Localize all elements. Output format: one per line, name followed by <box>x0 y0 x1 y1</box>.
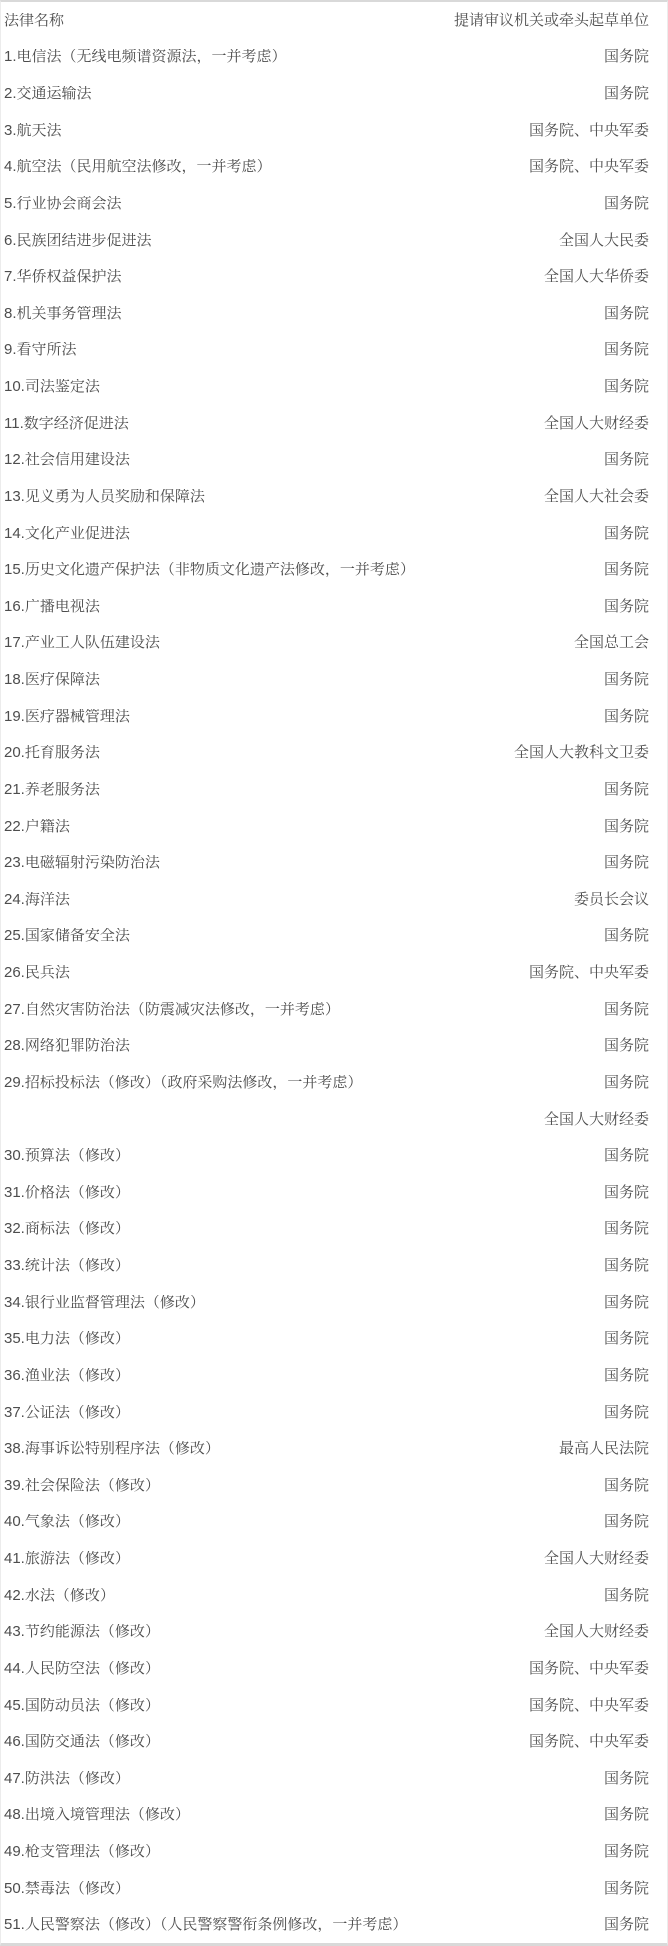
law-name: 28.网络犯罪防治法 <box>4 1038 130 1054</box>
table-row <box>1 918 667 955</box>
table-row <box>1 991 667 1028</box>
table-row <box>1 222 667 259</box>
agency-name: 全国人大民委 <box>558 231 649 249</box>
table-row <box>1 551 667 588</box>
table-row <box>1 149 667 186</box>
agency-name: 国务院 <box>603 48 649 66</box>
table-row <box>1 368 667 405</box>
law-name: 41.旅游法（修改） <box>4 1551 130 1567</box>
table-row <box>1 1321 667 1358</box>
law-name: 49.枪支管理法（修改） <box>4 1844 160 1860</box>
table-row <box>1 1650 667 1687</box>
agency-name: 国务院、中央军委 <box>528 1696 649 1714</box>
agency-name: 国务院 <box>603 1476 649 1494</box>
law-name: 26.民兵法 <box>4 965 70 981</box>
agency-name: 国务院 <box>603 927 649 945</box>
agency-name: 国务院 <box>603 1513 649 1531</box>
table-row <box>1 185 667 222</box>
table-row <box>1 1723 667 1760</box>
law-name: 2.交通运输法 <box>4 86 92 102</box>
table-row <box>1 478 667 515</box>
law-name: 20.托育服务法 <box>4 745 100 761</box>
table-row <box>1 1577 667 1614</box>
table-row <box>1 1907 667 1944</box>
law-name: 13.见义勇为人员奖励和保障法 <box>4 488 205 504</box>
table-row <box>1 808 667 845</box>
table-row <box>1 75 667 112</box>
agency-name: 国务院、中央军委 <box>528 1733 649 1751</box>
agency-name: 全国人大财经委 <box>543 1110 649 1128</box>
table-row <box>1 1137 667 1174</box>
agency-name: 国务院 <box>603 1586 649 1604</box>
law-name: 23.电磁辐射污染防治法 <box>4 855 160 871</box>
law-name: 25.国家储备安全法 <box>4 928 130 944</box>
table-row <box>1 588 667 625</box>
table-row <box>1 1797 667 1834</box>
agency-name: 国务院、中央军委 <box>528 1659 649 1677</box>
agency-name: 国务院 <box>603 524 649 542</box>
agency-name: 国务院 <box>603 1403 649 1421</box>
agency-name: 国务院 <box>603 1366 649 1384</box>
agency-name: 国务院 <box>603 1916 649 1934</box>
law-name: 7.华侨权益保护法 <box>4 269 122 285</box>
agency-name: 国务院、中央军委 <box>528 158 649 176</box>
law-name: 37.公证法（修改） <box>4 1404 130 1420</box>
table-row <box>1 39 667 76</box>
table-row <box>1 1430 667 1467</box>
agency-name: 国务院 <box>603 597 649 615</box>
agency-name: 国务院 <box>603 671 649 689</box>
table-row <box>1 698 667 735</box>
table-row <box>1 954 667 991</box>
table-row <box>1 1614 667 1651</box>
table-row <box>1 1174 667 1211</box>
agency-name: 全国人大财经委 <box>543 1550 649 1568</box>
agency-name: 全国人大教科文卫委 <box>513 744 649 762</box>
table-row <box>1 1211 667 1248</box>
law-name: 22.户籍法 <box>4 818 70 834</box>
table-row <box>1 515 667 552</box>
law-name: 19.医疗器械管理法 <box>4 708 130 724</box>
law-name: 39.社会保险法（修改） <box>4 1477 160 1493</box>
agency-name: 国务院 <box>603 561 649 579</box>
agency-name: 国务院 <box>603 1073 649 1091</box>
law-name: 48.出境入境管理法（修改） <box>4 1807 190 1823</box>
table-row <box>1 1870 667 1907</box>
law-name: 33.统计法（修改） <box>4 1258 130 1274</box>
law-name: 16.广播电视法 <box>4 598 100 614</box>
law-name: 18.医疗保障法 <box>4 672 100 688</box>
table-row <box>1 1028 667 1065</box>
agency-name: 国务院 <box>603 85 649 103</box>
column-header-agency: 提请审议机关或牵头起草单位 <box>453 11 649 29</box>
table-row <box>1 661 667 698</box>
table-row <box>1 1357 667 1394</box>
table-row <box>1 405 667 442</box>
law-name: 32.商标法（修改） <box>4 1221 130 1237</box>
column-header-law-name: 法律名称 <box>4 12 65 28</box>
agency-name: 全国人大社会委 <box>543 487 649 505</box>
law-name: 6.民族团结进步促进法 <box>4 232 152 248</box>
law-name: 21.养老服务法 <box>4 781 100 797</box>
agency-name: 国务院 <box>603 780 649 798</box>
agency-name: 国务院 <box>603 1769 649 1787</box>
agency-name: 最高人民法院 <box>558 1440 649 1458</box>
law-name: 31.价格法（修改） <box>4 1184 130 1200</box>
law-name: 14.文化产业促进法 <box>4 525 130 541</box>
law-name: 12.社会信用建设法 <box>4 452 130 468</box>
agency-name: 国务院 <box>603 1147 649 1165</box>
law-name: 15.历史文化遗产保护法（非物质文化遗产法修改，一并考虑） <box>4 562 415 578</box>
law-name: 8.机关事务管理法 <box>4 305 122 321</box>
table-row <box>1 844 667 881</box>
table-row <box>1 258 667 295</box>
table-header-row <box>1 2 667 39</box>
table-row <box>1 1760 667 1797</box>
law-name: 44.人民防空法（修改） <box>4 1660 160 1676</box>
table-row <box>1 771 667 808</box>
agency-name: 国务院 <box>603 1257 649 1275</box>
table-row <box>1 295 667 332</box>
table-row <box>1 332 667 369</box>
law-name: 27.自然灾害防治法（防震减灾法修改，一并考虑） <box>4 1001 340 1017</box>
law-name: 42.水法（修改） <box>4 1587 115 1603</box>
agency-name: 国务院 <box>603 1220 649 1238</box>
law-name: 9.看守所法 <box>4 342 77 358</box>
law-name: 1.电信法（无线电频谱资源法，一并考虑） <box>4 49 287 65</box>
table-row <box>1 1101 667 1138</box>
agency-name: 国务院、中央军委 <box>528 121 649 139</box>
agency-name: 国务院 <box>603 341 649 359</box>
agency-name: 全国总工会 <box>573 634 649 652</box>
table-row <box>1 1394 667 1431</box>
law-name: 47.防洪法（修改） <box>4 1770 130 1786</box>
agency-name: 国务院 <box>603 1806 649 1824</box>
agency-name: 国务院 <box>603 378 649 396</box>
agency-name: 国务院 <box>603 1037 649 1055</box>
agency-name: 国务院 <box>603 854 649 872</box>
law-name: 24.海洋法 <box>4 891 70 907</box>
agency-name: 国务院、中央军委 <box>528 964 649 982</box>
agency-name: 国务院 <box>603 304 649 322</box>
agency-name: 国务院 <box>603 707 649 725</box>
law-name: 29.招标投标法（修改）（政府采购法修改，一并考虑） <box>4 1074 363 1090</box>
law-name: 51.人民警察法（修改）（人民警察警衔条例修改，一并考虑） <box>4 1917 408 1933</box>
law-name: 46.国防交通法（修改） <box>4 1734 160 1750</box>
table-row <box>1 1247 667 1284</box>
law-name: 11.数字经济促进法 <box>4 415 129 431</box>
agency-name: 国务院 <box>603 817 649 835</box>
table-row <box>1 625 667 662</box>
agency-name: 全国人大华侨委 <box>543 268 649 286</box>
agency-name: 国务院 <box>603 1330 649 1348</box>
table-row <box>1 1467 667 1504</box>
table-row <box>1 735 667 772</box>
law-name: 5.行业协会商会法 <box>4 195 122 211</box>
agency-name: 全国人大财经委 <box>543 414 649 432</box>
law-name: 40.气象法（修改） <box>4 1514 130 1530</box>
table-row <box>1 1540 667 1577</box>
table-row <box>1 1504 667 1541</box>
law-name: 34.银行业监督管理法（修改） <box>4 1294 205 1310</box>
table-row <box>1 1833 667 1870</box>
law-name: 45.国防动员法（修改） <box>4 1697 160 1713</box>
agency-name: 国务院 <box>603 1879 649 1897</box>
agency-name: 国务院 <box>603 1000 649 1018</box>
agency-name: 全国人大财经委 <box>543 1623 649 1641</box>
table-row <box>1 442 667 479</box>
law-name: 3.航天法 <box>4 122 62 138</box>
table-row <box>1 112 667 149</box>
law-name: 43.节约能源法（修改） <box>4 1624 160 1640</box>
law-name: 30.预算法（修改） <box>4 1148 130 1164</box>
agency-name: 委员长会议 <box>573 890 649 908</box>
law-name: 36.渔业法（修改） <box>4 1367 130 1383</box>
law-name: 10.司法鉴定法 <box>4 379 100 395</box>
agency-name: 国务院 <box>603 1843 649 1861</box>
table-row <box>1 1064 667 1101</box>
agency-name: 国务院 <box>603 451 649 469</box>
law-name: 17.产业工人队伍建设法 <box>4 635 160 651</box>
law-name: 35.电力法（修改） <box>4 1331 130 1347</box>
law-name: 50.禁毒法（修改） <box>4 1880 130 1896</box>
agency-name: 国务院 <box>603 1293 649 1311</box>
law-name: 4.航空法（民用航空法修改，一并考虑） <box>4 159 272 175</box>
agency-name: 国务院 <box>603 1183 649 1201</box>
table-row <box>1 881 667 918</box>
table-row <box>1 1284 667 1321</box>
law-name: 38.海事诉讼特别程序法（修改） <box>4 1441 220 1457</box>
agency-name: 国务院 <box>603 194 649 212</box>
table-row <box>1 1687 667 1724</box>
